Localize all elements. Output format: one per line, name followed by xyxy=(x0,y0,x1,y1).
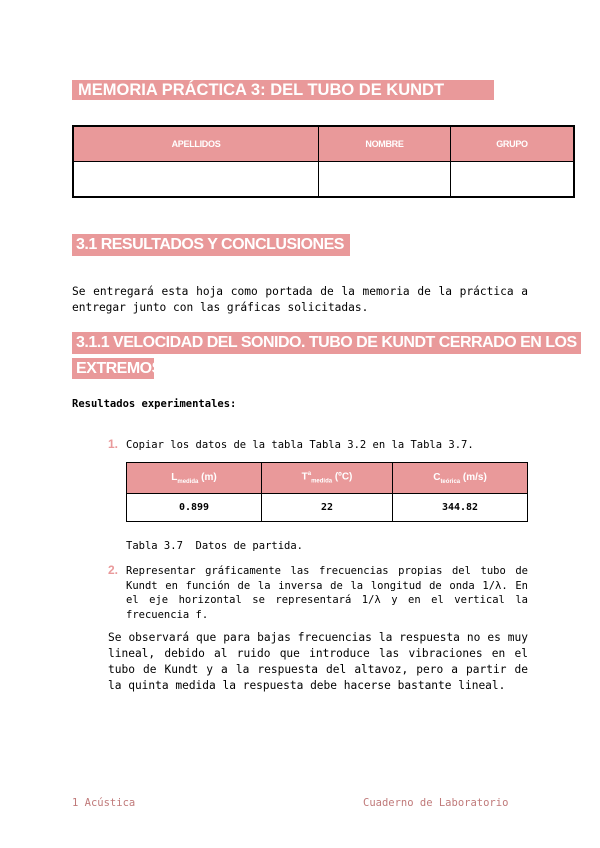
intro-paragraph: Se entregará esta hoja como portada de la memoria de la práctica a entregar junto con las gráficas solicitadas. xyxy=(72,285,528,314)
value-temperature: 22 xyxy=(262,494,393,522)
nombre-field[interactable] xyxy=(319,162,451,198)
student-id-table xyxy=(72,125,575,198)
footer-right: Cuaderno de Laboratorio xyxy=(363,797,509,809)
section-heading-results: 3.1 RESULTADOS Y CONCLUSIONES xyxy=(72,234,350,256)
step-number-1: 1. xyxy=(108,437,119,451)
document-title: MEMORIA PRÁCTICA 3: DEL TUBO DE KUNDT xyxy=(72,80,494,100)
value-length: 0.899 xyxy=(127,494,262,522)
step-text-2: Representar gráficamente las frecuencias propias del tubo de Kundt en función de la inversa de la longitud de onda 1/λ. En el eje horizontal se representará 1/λ y en el vertical la frecuencia f. xyxy=(126,565,528,621)
step-text-1: Copiar los datos de la tabla Tabla 3.2 en la Tabla 3.7. xyxy=(126,439,474,451)
header-apellidos: APELLIDOS xyxy=(73,126,319,162)
observation-paragraph: Se observará que para bajas frecuencias la respuesta no es muy lineal, debido al ruido que introduce las vibraciones en el tubo de Kundt y a la respuesta del altavoz, pero a partir de la quinta medida la respuesta debe hacerse bastante lineal. xyxy=(108,631,528,692)
subsection-heading-line1: 3.1.1 VELOCIDAD DEL SONIDO. TUBO DE KUNDT CERRADO EN LOS xyxy=(72,332,581,354)
grupo-field[interactable] xyxy=(451,162,575,198)
header-length: $L_{medida}$ (m) xyxy=(127,463,262,494)
value-speed: 344.82 xyxy=(393,494,528,522)
header-speed: $C_{teórica}$ (m/s) xyxy=(393,463,528,494)
apellidos-field[interactable] xyxy=(73,162,319,198)
header-grupo: GRUPO xyxy=(451,126,575,162)
results-label: Resultados experimentales: xyxy=(72,398,237,410)
subsection-heading-line2: EXTREMOS xyxy=(72,358,154,379)
table-caption: Tabla 3.7 Datos de partida. xyxy=(126,540,304,552)
header-temperature: $T^a_{medida}$ (ºC) xyxy=(262,463,393,494)
step-number-2: 2. xyxy=(108,563,119,577)
header-nombre: NOMBRE xyxy=(319,126,451,162)
footer-left: 1 Acústica xyxy=(72,797,136,809)
data-table xyxy=(126,462,528,522)
